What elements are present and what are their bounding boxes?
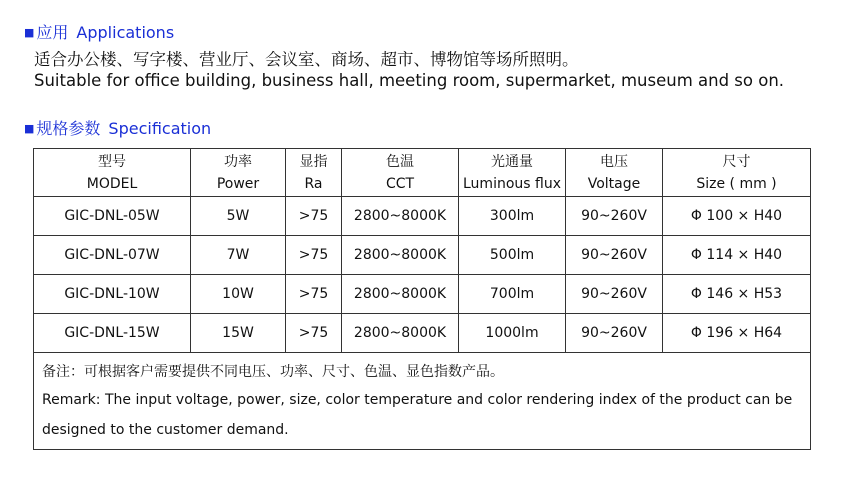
cell-luminous-flux: 300lm: [459, 197, 566, 236]
specification-title-en: Specification: [108, 119, 212, 138]
table-row: [34, 275, 811, 314]
cell-model: GIC-DNL-07W: [34, 236, 191, 275]
table-row: [34, 314, 811, 353]
header-voltage: 电压 Voltage: [566, 149, 663, 197]
cell-size: Φ 196 × H64: [663, 314, 811, 353]
cell-model: GIC-DNL-05W: [34, 197, 191, 236]
cell-power: 10W: [191, 275, 286, 314]
table-row: [34, 236, 811, 275]
header-ra: 显指 Ra: [286, 149, 342, 197]
specification-title-cn: 规格参数: [36, 119, 101, 138]
cell-power: 7W: [191, 236, 286, 275]
cell-ra: >75: [286, 314, 342, 353]
cell-model: GIC-DNL-15W: [34, 314, 191, 353]
cell-ra: >75: [286, 236, 342, 275]
remark-cell: [34, 353, 811, 450]
cell-power: 5W: [191, 197, 286, 236]
cell-cct: 2800~8000K: [342, 314, 459, 353]
cell-ra: >75: [286, 197, 342, 236]
square-bullet-icon: ■: [24, 122, 35, 135]
header-model: 型号 MODEL: [34, 149, 191, 197]
cell-luminous-flux: 700lm: [459, 275, 566, 314]
cell-voltage: 90~260V: [566, 197, 663, 236]
remark-row: [34, 353, 811, 450]
cell-model: GIC-DNL-10W: [34, 275, 191, 314]
spec-table: [33, 148, 811, 450]
cell-cct: 2800~8000K: [342, 236, 459, 275]
applications-title-en: Applications: [76, 23, 175, 42]
remark-text-en: Remark: The input voltage, power, size, color temperature and color rendering index of the product can be designed to the customer demand.: [42, 392, 793, 438]
cell-size: Φ 100 × H40: [663, 197, 811, 236]
table-row: [34, 197, 811, 236]
cell-power: 15W: [191, 314, 286, 353]
header-cct: 色温 CCT: [342, 149, 459, 197]
cell-cct: 2800~8000K: [342, 197, 459, 236]
cell-size: Φ 114 × H40: [663, 236, 811, 275]
cell-voltage: 90~260V: [566, 236, 663, 275]
specification-heading: [24, 116, 211, 139]
applications-heading: [24, 20, 174, 43]
cell-cct: 2800~8000K: [342, 275, 459, 314]
cell-ra: >75: [286, 275, 342, 314]
square-bullet-icon: ■: [24, 26, 35, 39]
applications-text-en: Suitable for office building, business hall, meeting room, supermarket, museum and so on.: [34, 71, 785, 90]
applications-text-cn: 适合办公楼、写字楼、营业厅、会议室、商场、超市、博物馆等场所照明。: [34, 50, 579, 69]
table-header-row: [34, 149, 811, 197]
applications-title-cn: 应用: [36, 23, 69, 42]
header-power: 功率 Power: [191, 149, 286, 197]
cell-size: Φ 146 × H53: [663, 275, 811, 314]
cell-luminous-flux: 500lm: [459, 236, 566, 275]
cell-voltage: 90~260V: [566, 275, 663, 314]
cell-voltage: 90~260V: [566, 314, 663, 353]
header-size: 尺寸 Size ( mm ): [663, 149, 811, 197]
header-luminous-flux: 光通量 Luminous flux: [459, 149, 566, 197]
remark-text-cn: 备注：可根据客户需要提供不同电压、功率、尺寸、色温、显色指数产品。: [42, 364, 504, 380]
cell-luminous-flux: 1000lm: [459, 314, 566, 353]
